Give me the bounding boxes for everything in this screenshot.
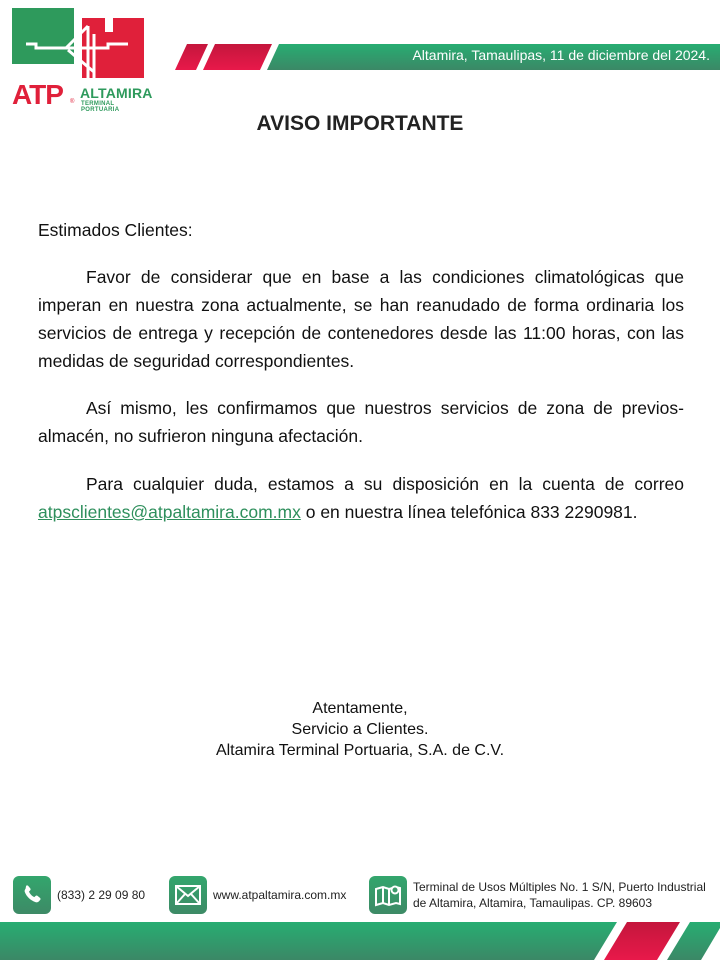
phone-icon [13, 876, 51, 914]
footer-band [0, 920, 720, 960]
paragraph-3-text-before: Para cualquier duda, estamos a su disposición en la cuenta de correo [86, 474, 684, 494]
paragraph-2 [38, 394, 684, 450]
footer-green-band [0, 922, 617, 960]
logo-name: ALTAMIRA [80, 85, 153, 101]
header-red-stripe-1 [175, 44, 208, 70]
email-link[interactable]: atpsclientes@atpaltamira.com.mx [38, 502, 301, 522]
paragraph-3-text-after: o en nuestra línea telefónica 833 2290981. [300, 502, 638, 522]
footer-phone [13, 876, 145, 914]
footer-website-text[interactable]: www.atpaltamira.com.mx [213, 888, 347, 902]
paragraph-3 [38, 470, 684, 526]
footer-red-stripe [604, 922, 680, 960]
envelope-icon [169, 876, 207, 914]
footer-address-line-2: de Altamira, Altamira, Tamaulipas. CP. 89603 [413, 896, 653, 910]
logo-registered-mark: ® [70, 99, 75, 105]
paragraph-1 [38, 263, 684, 375]
signoff [0, 698, 720, 761]
footer-website [169, 876, 346, 914]
footer-address-text [413, 879, 706, 911]
document-title: AVISO IMPORTANTE [256, 112, 464, 135]
logo-subtitle: TERMINAL PORTUARIA [81, 101, 120, 113]
signoff-line-3: Altamira Terminal Portuaria, S.A. de C.V. [215, 742, 505, 759]
salutation: Estimados Clientes: [38, 220, 193, 240]
footer-phone-text: (833) 2 29 09 80 [57, 888, 146, 902]
header-red-stripe-2 [203, 44, 272, 70]
atp-logo [8, 6, 153, 113]
logo-abbrev: ATP [12, 79, 63, 110]
header-date: Altamira, Tamaulipas, 11 de diciembre del 2024. [412, 47, 710, 63]
paragraph-1-text: Favor de considerar que en base a las condiciones climatológicas que imperan en nuestra zona actualmente, se han reanudado de forma ordinaria los servicios de entrega y recepción de contenedores desde las 11:00 horas, con las medidas de seguridad correspondientes. [38, 267, 684, 371]
paragraph-2-text: Así mismo, les confirmamos que nuestros servicios de zona de previos-almacén, no sufrieron ninguna afectación. [38, 398, 684, 446]
map-icon [369, 876, 407, 914]
logo-mark-icon [8, 6, 150, 78]
signoff-line-1: Atentamente, [312, 700, 408, 717]
footer-address [369, 876, 706, 914]
footer-address-line-1: Terminal de Usos Múltiples No. 1 S/N, Puerto Industrial [413, 880, 706, 894]
signoff-line-2: Servicio a Clientes. [291, 721, 429, 738]
